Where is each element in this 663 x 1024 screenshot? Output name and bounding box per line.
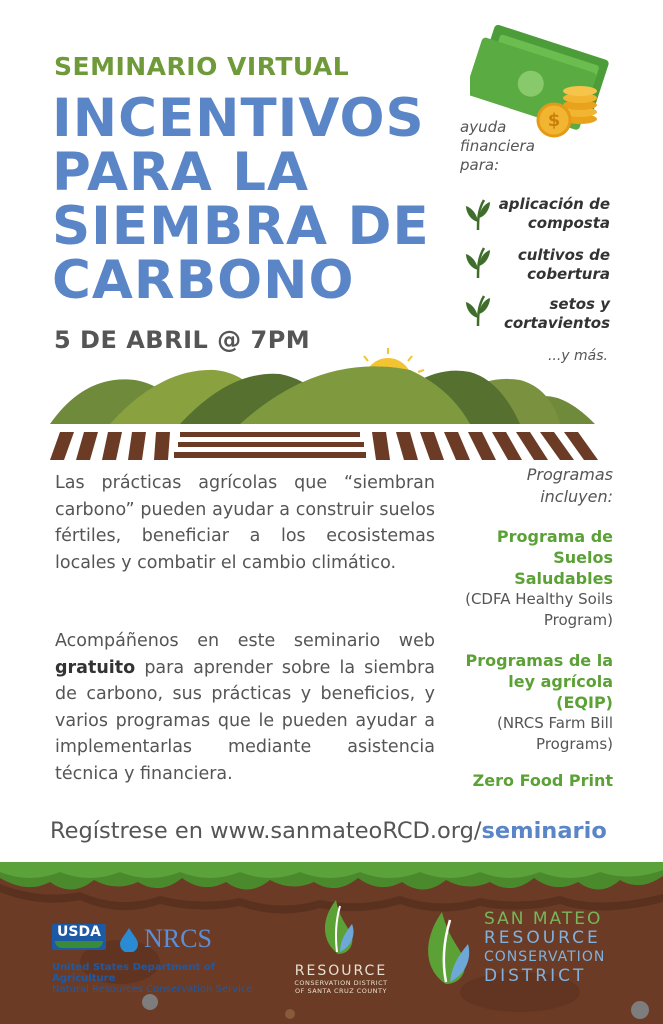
aid-more: ...y más. [547, 348, 608, 364]
registration-line: Regístrese en www.sanmateoRCD.org/seminario [50, 818, 607, 844]
program-item: Zero Food Print [472, 771, 613, 790]
aid-item-hedgerows: setos y cortavientos [503, 295, 610, 332]
usda-logo: USDA [52, 924, 106, 950]
programs-heading: Programas incluyen: [526, 465, 613, 506]
svg-text:$: $ [547, 110, 561, 131]
program-item: Programas de la ley agrícola (EQIP) (NRCS Farm Bill Programs) [465, 651, 613, 753]
aid-item-compost: aplicación de composta [498, 195, 610, 232]
free-highlight: gratuito [55, 657, 136, 678]
rcd-santa-cruz-logo: RESOURCE CONSERVATION DISTRICT OF SANTA CRUZ COUNTY [294, 963, 388, 995]
san-mateo-rcd-leaf-icon [420, 906, 476, 986]
san-mateo-rcd-logo: SAN MATEO RESOURCE CONSERVATION DISTRICT [484, 909, 606, 986]
event-date: 5 DE ABRIL @ 7PM [54, 326, 311, 354]
farm-hills-illustration [50, 340, 600, 465]
registration-link[interactable]: seminario [481, 818, 607, 844]
event-type: SEMINARIO VIRTUAL [54, 52, 350, 81]
invite-paragraph: Acompáñenos en este seminario web gratuito para aprender sobre la siembra de carbono, sus prácticas y beneficios, y varios programas que le pueden ayudar a implementarlas mediante asistencia técnica y financiera. [55, 631, 435, 784]
aid-heading: ayuda financiera para: [460, 118, 535, 174]
program-item: Programa de Suelos Saludables (CDFA Healthy Soils Program) [465, 527, 613, 629]
aid-item-cover-crops: cultivos de cobertura [517, 246, 610, 283]
water-drop-icon [116, 926, 142, 952]
rcd-santa-cruz-leaf-icon [318, 896, 358, 956]
intro-paragraph: Las prácticas agrícolas que “siembran carbono” pueden ayudar a construir suelos fértiles, beneficiar a los ecosistemas locales y combatir el cambio climático. [55, 473, 435, 573]
usda-nrcs-logo: USDA NRCS United States Department of Agriculture Natural Resources Conservation Service [52, 924, 253, 995]
page-title: INCENTIVOS PARA LA SIEMBRA DE CARBONO [52, 88, 430, 311]
